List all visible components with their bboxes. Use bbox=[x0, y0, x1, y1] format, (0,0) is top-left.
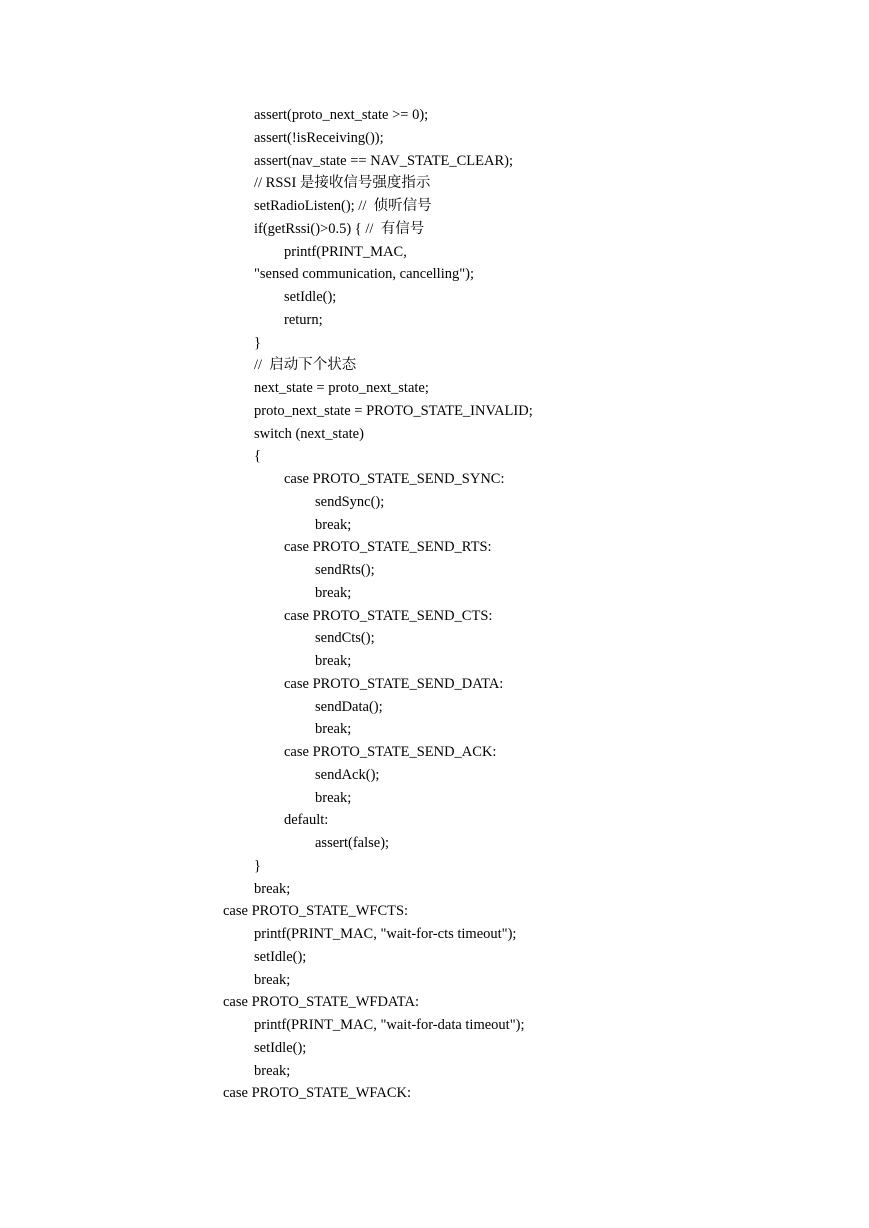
code-line: sendAck(); bbox=[315, 766, 380, 783]
code-line: break; bbox=[315, 721, 352, 738]
code-line: case PROTO_STATE_SEND_DATA: bbox=[284, 675, 504, 692]
code-line: break; bbox=[315, 584, 352, 601]
code-line: case PROTO_STATE_SEND_ACK: bbox=[284, 744, 497, 760]
code-line: setIdle(); bbox=[254, 1039, 307, 1056]
code-line: return; bbox=[284, 311, 323, 328]
code-listing bbox=[223, 104, 843, 1105]
code-line: assert(!isReceiving()); bbox=[254, 129, 384, 146]
code-line: case PROTO_STATE_WFCTS: bbox=[223, 903, 409, 920]
code-line: { bbox=[254, 448, 261, 465]
code-line: sendRts(); bbox=[315, 562, 375, 578]
code-line: case PROTO_STATE_WFDATA: bbox=[223, 994, 419, 1011]
code-line: setIdle(); bbox=[284, 289, 337, 305]
code-line: case PROTO_STATE_SEND_SYNC: bbox=[284, 471, 505, 487]
code-line: break; bbox=[315, 516, 352, 533]
code-line: // 启动下个状态 bbox=[254, 357, 357, 374]
code-line: printf(PRINT_MAC, "wait-for-data timeout"); bbox=[254, 1017, 525, 1033]
code-line: // RSSI 是接收信号强度指示 bbox=[254, 175, 431, 192]
code-line: default: bbox=[284, 812, 329, 829]
code-line: sendCts(); bbox=[315, 630, 375, 647]
code-line: switch (next_state) bbox=[254, 425, 364, 442]
code-line: assert(nav_state == NAV_STATE_CLEAR); bbox=[254, 152, 513, 169]
code-line: next_state = proto_next_state; bbox=[254, 380, 429, 396]
code-line: case PROTO_STATE_SEND_CTS: bbox=[284, 607, 493, 624]
code-line: "sensed communication, cancelling"); bbox=[254, 266, 475, 283]
code-line: assert(false); bbox=[315, 835, 390, 851]
code-line: break; bbox=[254, 880, 291, 897]
code-line: case PROTO_STATE_WFACK: bbox=[223, 1085, 412, 1102]
code-line: if(getRssi()>0.5) { // 有信号 bbox=[254, 220, 425, 237]
code-line: } bbox=[254, 334, 261, 351]
code-line: setRadioListen(); // 侦听信号 bbox=[254, 198, 432, 214]
code-line: break; bbox=[315, 789, 352, 806]
code-line: } bbox=[254, 857, 261, 874]
code-line: printf(PRINT_MAC, "wait-for-cts timeout"); bbox=[254, 926, 517, 942]
code-line: sendSync(); bbox=[315, 493, 385, 510]
code-line: assert(proto_next_state >= 0); bbox=[254, 107, 429, 123]
code-line: break; bbox=[315, 653, 352, 669]
code-line: proto_next_state = PROTO_STATE_INVALID; bbox=[254, 402, 533, 419]
code-line: break; bbox=[254, 971, 291, 988]
code-line: setIdle(); bbox=[254, 948, 307, 965]
code-line: break; bbox=[254, 1062, 291, 1079]
code-line: printf(PRINT_MAC, bbox=[284, 243, 407, 260]
code-line: case PROTO_STATE_SEND_RTS: bbox=[284, 539, 492, 556]
code-line: sendData(); bbox=[315, 698, 383, 715]
